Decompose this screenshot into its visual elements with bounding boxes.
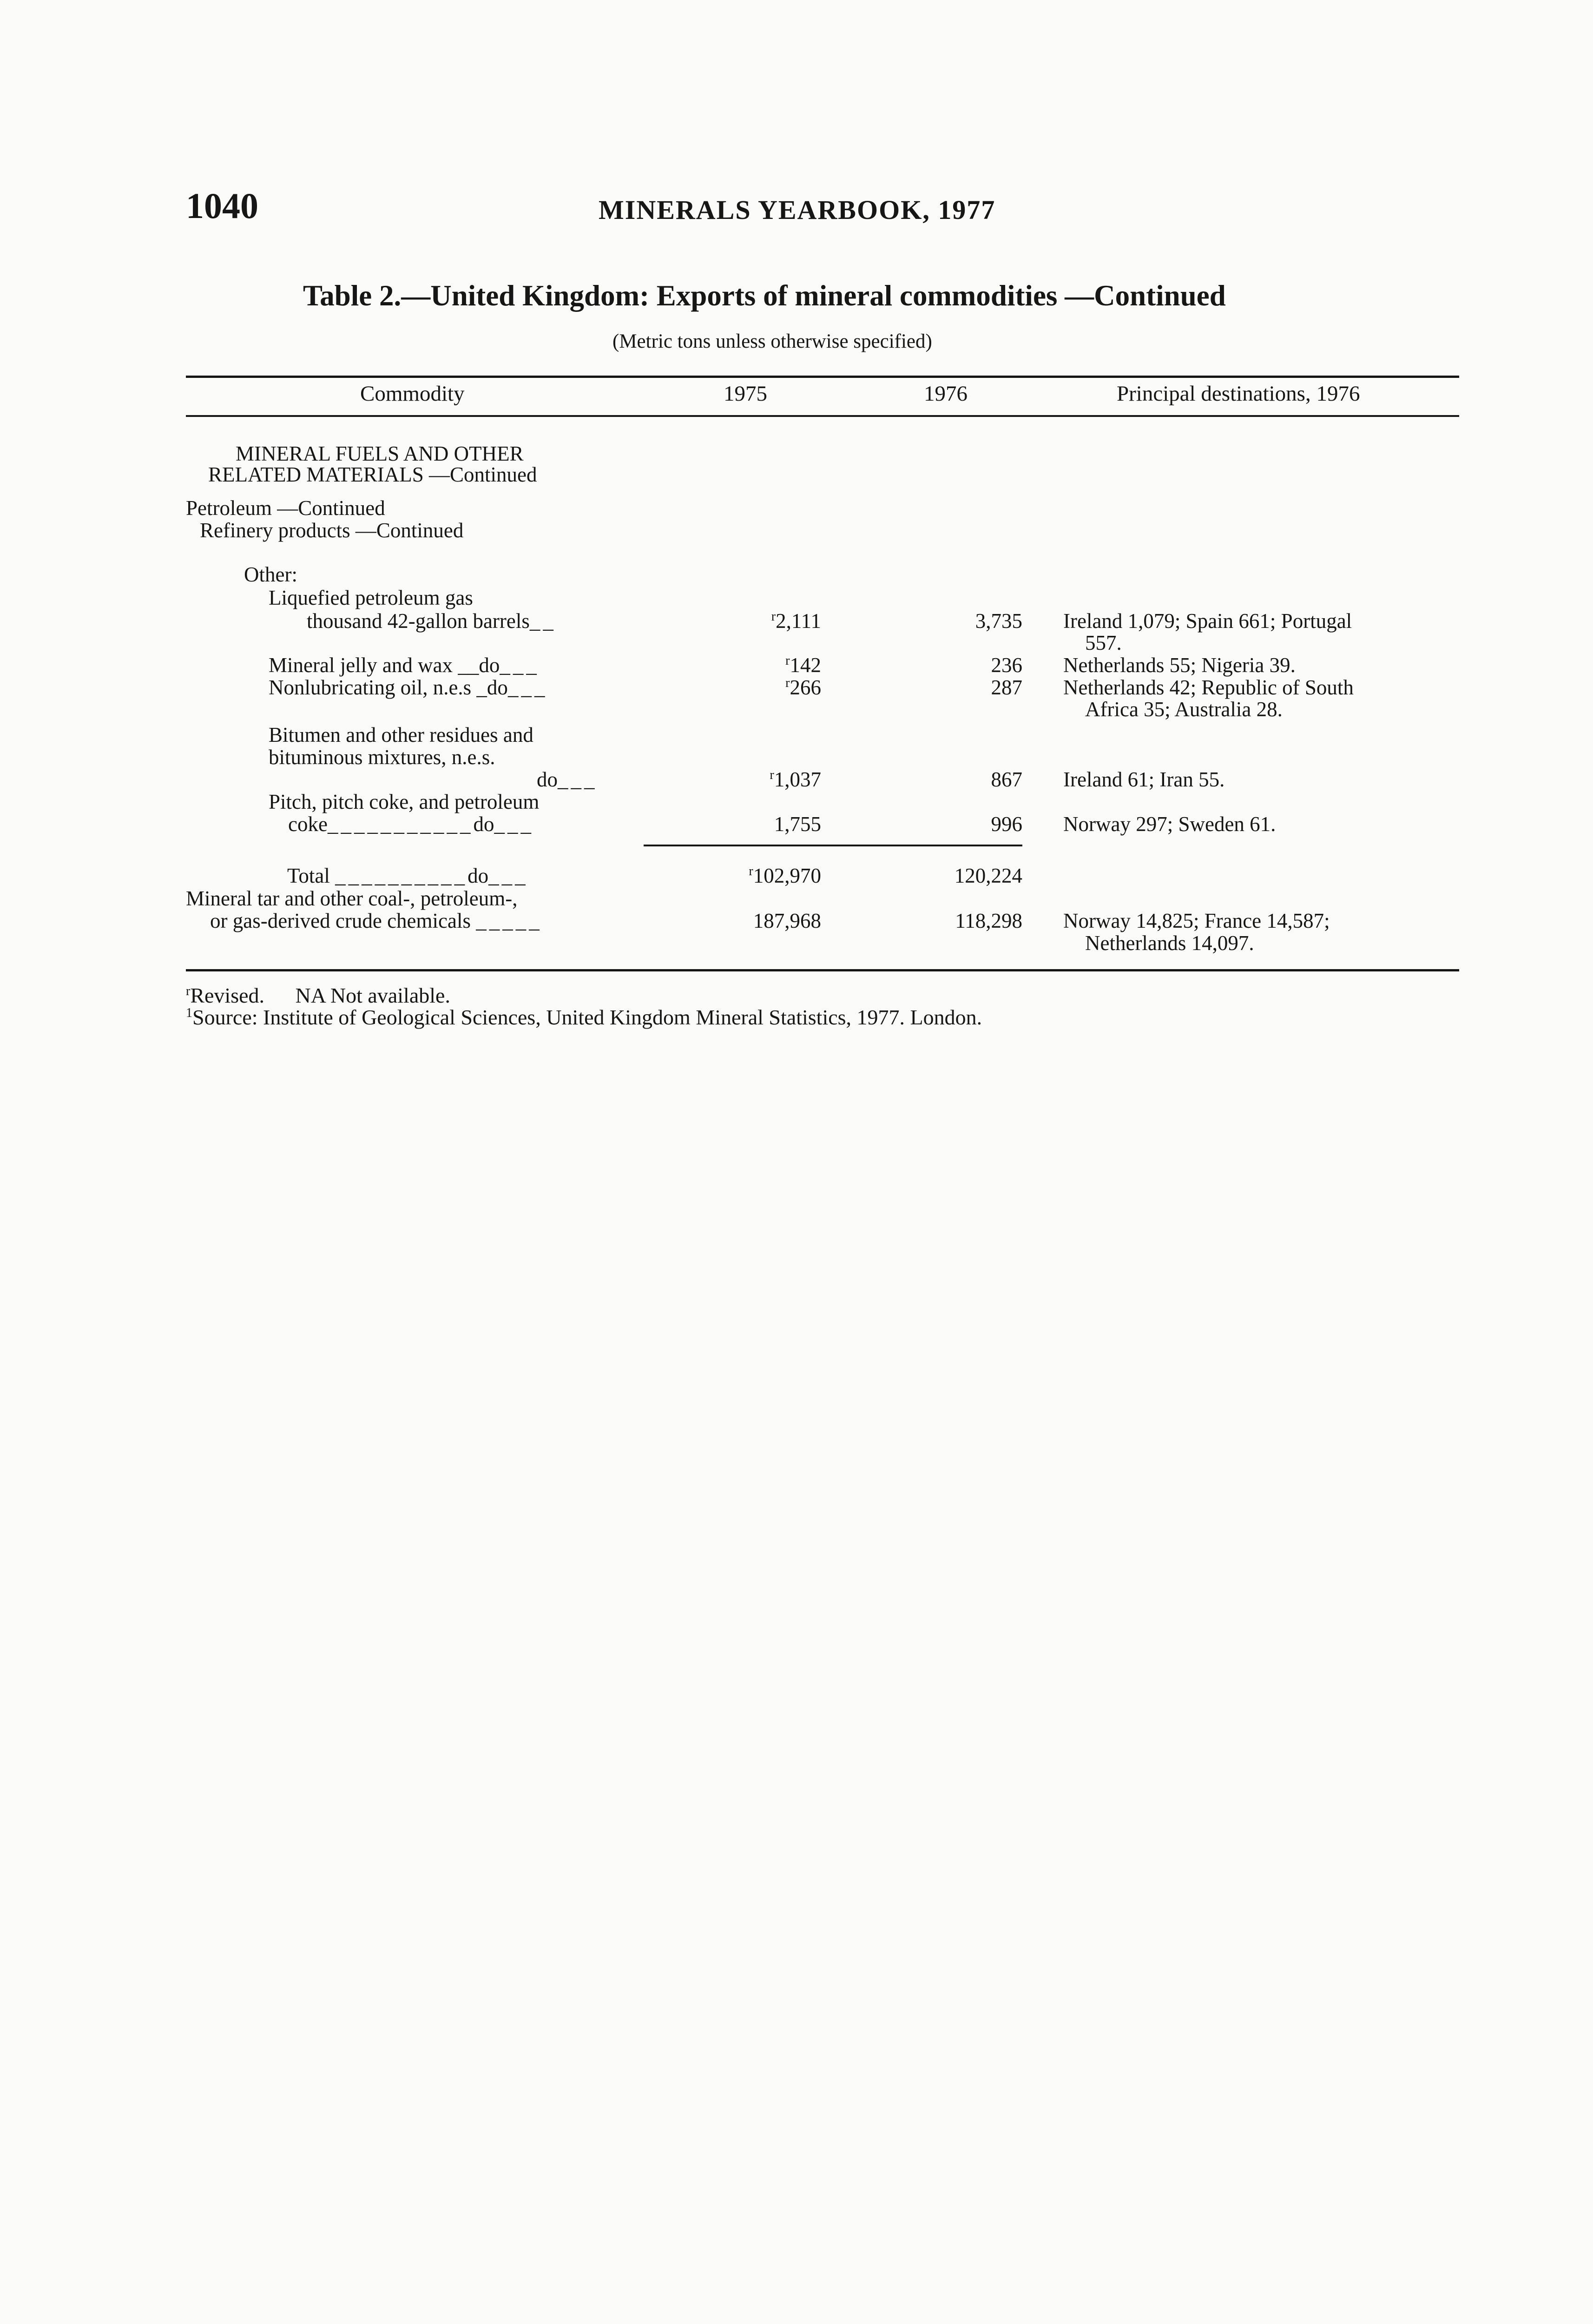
row-nonlubricating-label [269,675,547,700]
row-lpg-label-line1: Liquefied petroleum gas [269,586,473,609]
running-head: MINERALS YEARBOOK, 1977 [599,195,996,225]
row-pitch-1975: 1,755 [774,812,821,836]
row-nonlubricating-label-text: Nonlubricating oil, n.e.s _do [269,676,508,699]
row-mineral-tar-1976: 118,298 [955,909,1022,932]
row-total-leader-mid: __________ [335,864,468,887]
refinery-heading: Refinery products —Continued [200,519,464,542]
row-total-1975-value: 102,970 [753,864,821,887]
table-top-rule [186,376,1459,378]
row-mineral-jelly-1975 [710,653,821,677]
table-title: Table 2.—United Kingdom: Exports of mineral commodities —Continued [303,279,1226,312]
row-mineral-tar-dest-line1: Norway 14,825; France 14,587; [1063,909,1330,932]
row-total-1975-revised-mark: r [749,864,753,878]
row-nonlubricating-1975-value: 266 [790,676,821,699]
row-lpg-label-line2 [307,609,556,633]
row-bitumen-1975-revised-mark: r [770,768,774,782]
footnote-na-text: NA Not available. [295,984,450,1007]
row-mineral-jelly-leader: ___ [500,654,540,677]
row-bitumen-label-line3 [537,767,598,792]
row-pitch-label-coke: coke [288,812,328,836]
row-pitch-leader: ___ [494,812,534,836]
row-total-leader: ___ [488,864,528,887]
column-header-destinations: Principal destinations, 1976 [1117,382,1360,406]
row-mineral-tar-1975: 187,968 [753,909,821,932]
row-pitch-1976: 996 [991,812,1022,836]
row-total-1976: 120,224 [954,864,1022,887]
row-lpg-1975 [710,609,821,633]
row-mineral-jelly-label-text: Mineral jelly and wax __do [269,654,500,677]
table-subtitle: (Metric tons unless otherwise specified) [612,330,932,352]
row-bitumen-label-line1: Bitumen and other residues and [269,723,533,746]
row-bitumen-label-line2: bituminous mixtures, n.e.s. [269,746,495,769]
row-nonlubricating-1975-revised-mark: r [785,676,790,690]
footnote-revised-mark: r [186,984,191,998]
row-lpg-1975-value: 2,111 [776,609,821,633]
row-mineral-tar-label-text: or gas-derived crude chemicals [210,909,471,932]
footnote-source-mark: 1 [186,1006,192,1020]
row-pitch-leader-mid: ___________ [327,812,474,836]
row-nonlubricating-dest-line2: Africa 35; Australia 28. [1085,698,1283,721]
row-total-label-text: Total [287,864,330,887]
row-bitumen-label-do: do [537,768,558,791]
row-mineral-tar-label-line2 [210,909,542,933]
row-lpg-dest-line2: 557. [1085,631,1122,654]
row-lpg-dest-line1: Ireland 1,079; Spain 661; Portugal [1063,609,1352,633]
row-mineral-jelly-1975-revised-mark: r [785,654,790,668]
table-bottom-rule [186,969,1459,971]
row-mineral-jelly-1975-value: 142 [790,654,821,677]
row-bitumen-1975-value: 1,037 [774,768,821,791]
other-heading: Other: [244,563,297,586]
row-pitch-label-do: do [473,812,494,836]
row-bitumen-leader: ___ [558,768,598,791]
row-nonlubricating-dest-line1: Netherlands 42; Republic of South [1063,676,1354,699]
row-mineral-tar-leader: _____ [476,909,542,932]
row-total-label-do: do [467,864,489,887]
footnote-revised [186,983,450,1008]
row-mineral-tar-label-line1: Mineral tar and other coal-, petroleum-, [186,887,518,910]
row-lpg-leader: __ [529,609,556,633]
section-heading-line2: RELATED MATERIALS —Continued [208,463,537,486]
footnote-source [186,1005,982,1030]
subtotal-rule [644,845,1022,846]
row-nonlubricating-leader: ___ [507,676,548,699]
footnote-revised-text: Revised. [190,984,265,1007]
row-total-label [287,864,528,888]
row-bitumen-1976: 867 [991,768,1022,791]
row-total-1975 [710,864,821,888]
page-number: 1040 [186,185,258,226]
row-mineral-jelly-dest: Netherlands 55; Nigeria 39. [1063,654,1296,677]
row-lpg-1975-revised-mark: r [771,609,776,624]
footnote-source-text: Source: Institute of Geological Sciences, United Kingdom Mineral Statistics, 1977. London. [192,1005,982,1029]
row-pitch-label-line1: Pitch, pitch coke, and petroleum [269,790,540,813]
column-header-1975: 1975 [724,382,767,406]
row-mineral-jelly-label [269,653,540,677]
row-pitch-dest: Norway 297; Sweden 61. [1063,812,1276,836]
row-lpg-1976: 3,735 [975,609,1022,633]
row-mineral-jelly-1976: 236 [991,654,1022,677]
petroleum-heading: Petroleum —Continued [186,496,385,520]
row-bitumen-1975 [710,767,821,792]
row-nonlubricating-1976: 287 [991,676,1022,699]
row-mineral-tar-dest-line2: Netherlands 14,097. [1085,931,1254,955]
row-bitumen-dest: Ireland 61; Iran 55. [1063,768,1225,791]
column-header-1976: 1976 [924,382,968,406]
row-pitch-label-line2 [288,812,534,836]
column-header-commodity: Commodity [360,382,465,406]
row-nonlubricating-1975 [710,675,821,700]
table-header-rule [186,415,1459,417]
row-lpg-label-text: thousand 42-gallon barrels [307,609,530,633]
section-heading-line1: MINERAL FUELS AND OTHER [236,442,524,465]
